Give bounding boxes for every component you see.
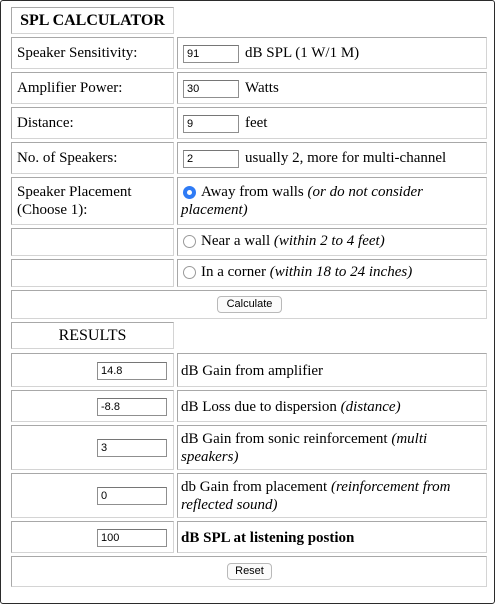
result-placement-desc: db Gain from placement <box>181 479 328 495</box>
placement-option-away-note1: (or do not consider <box>307 184 423 200</box>
placement-label-cell <box>11 177 174 225</box>
result-sonic-line1 <box>181 430 427 448</box>
power-label: Amplifier Power: <box>17 80 123 96</box>
result-sonic-text <box>181 430 427 466</box>
placement-empty-cell-2 <box>11 228 174 256</box>
placement-option-corner-cell <box>177 259 487 287</box>
result-spl-desc: dB SPL at listening postion <box>181 530 355 546</box>
result-sonic-note2: speakers) <box>181 449 239 465</box>
radio-in-a-corner[interactable] <box>183 266 196 279</box>
result-spl-output[interactable] <box>97 529 167 547</box>
placement-label-line1: Speaker Placement <box>17 184 132 200</box>
result-sonic-value-cell <box>11 425 174 470</box>
result-sonic-note1: (multi <box>391 431 428 447</box>
distance-label: Distance: <box>17 115 74 131</box>
placement-option-corner-label: In a corner <box>201 264 266 280</box>
placement-option-wall-note: (within 2 to 4 feet) <box>273 233 385 249</box>
speakers-unit: usually 2, more for multi-channel <box>245 150 447 166</box>
power-input[interactable] <box>183 80 239 98</box>
result-placement-text <box>181 478 451 514</box>
placement-option-wall-label: Near a wall <box>201 233 271 249</box>
placement-option-away-cell <box>177 177 487 225</box>
distance-input[interactable] <box>183 115 239 133</box>
sensitivity-unit: dB SPL (1 W/1 M) <box>245 45 360 61</box>
placement-empty-cell-3 <box>11 259 174 287</box>
result-placement-note2: reflected sound) <box>181 497 278 513</box>
speakers-input[interactable] <box>183 150 239 168</box>
reset-button[interactable]: Reset <box>227 563 272 580</box>
result-sonic-output[interactable] <box>97 439 167 457</box>
power-input-cell <box>177 72 487 104</box>
result-placement-value-cell <box>11 473 174 518</box>
result-dispersion-text <box>181 398 401 416</box>
placement-option-wall-text <box>201 232 385 250</box>
placement-option-away-line2 <box>181 201 483 219</box>
distance-unit: feet <box>245 115 268 131</box>
sensitivity-label-cell <box>11 37 174 69</box>
result-dispersion-desc: dB Loss due to dispersion <box>181 399 337 415</box>
result-sonic-desc-cell <box>177 425 487 470</box>
results-title-cell <box>11 322 174 349</box>
result-placement-line1 <box>181 478 451 496</box>
calculator-title-text: SPL CALCULATOR <box>20 11 165 29</box>
calculate-cell <box>11 290 487 319</box>
sensitivity-input[interactable] <box>183 45 239 63</box>
sensitivity-label: Speaker Sensitivity: <box>17 45 138 61</box>
result-dispersion-desc-cell <box>177 390 487 422</box>
calculator-title <box>11 7 174 34</box>
placement-option-corner-note: (within 18 to 24 inches) <box>269 264 413 280</box>
result-placement-note1: (reinforcement from <box>330 479 451 495</box>
radio-away-from-walls[interactable] <box>183 186 196 199</box>
placement-option-away-line1 <box>181 183 483 201</box>
result-spl-value-cell <box>11 521 174 553</box>
sensitivity-input-cell <box>177 37 487 69</box>
result-sonic-desc: dB Gain from sonic reinforcement <box>181 431 388 447</box>
result-spl-desc-cell <box>177 521 487 553</box>
result-placement-output[interactable] <box>97 487 167 505</box>
placement-option-corner-text <box>201 263 412 281</box>
distance-label-cell <box>11 107 174 139</box>
power-label-cell <box>11 72 174 104</box>
result-amplifier-value-cell <box>11 353 174 387</box>
calculate-button[interactable]: Calculate <box>217 296 282 313</box>
placement-label-line2: (Choose 1): <box>17 202 88 218</box>
power-unit: Watts <box>245 80 279 96</box>
result-dispersion-note: (distance) <box>340 399 401 415</box>
result-amplifier-output[interactable] <box>97 362 167 380</box>
speakers-label-cell <box>11 142 174 174</box>
result-amplifier-desc: dB Gain from amplifier <box>181 363 324 379</box>
result-placement-desc-cell <box>177 473 487 518</box>
result-sonic-line2 <box>181 448 427 466</box>
placement-option-away-label: Away from walls <box>201 184 304 200</box>
placement-option-wall-cell <box>177 228 487 256</box>
result-dispersion-value-cell <box>11 390 174 422</box>
result-placement-line2 <box>181 496 451 514</box>
placement-option-away-note2: placement) <box>181 202 248 218</box>
result-dispersion-output[interactable] <box>97 398 167 416</box>
result-amplifier-desc-cell <box>177 353 487 387</box>
speakers-label: No. of Speakers: <box>17 150 118 166</box>
distance-input-cell <box>177 107 487 139</box>
results-title: RESULTS <box>58 326 127 344</box>
radio-near-a-wall[interactable] <box>183 235 196 248</box>
reset-cell <box>11 556 487 587</box>
speakers-input-cell <box>177 142 487 174</box>
